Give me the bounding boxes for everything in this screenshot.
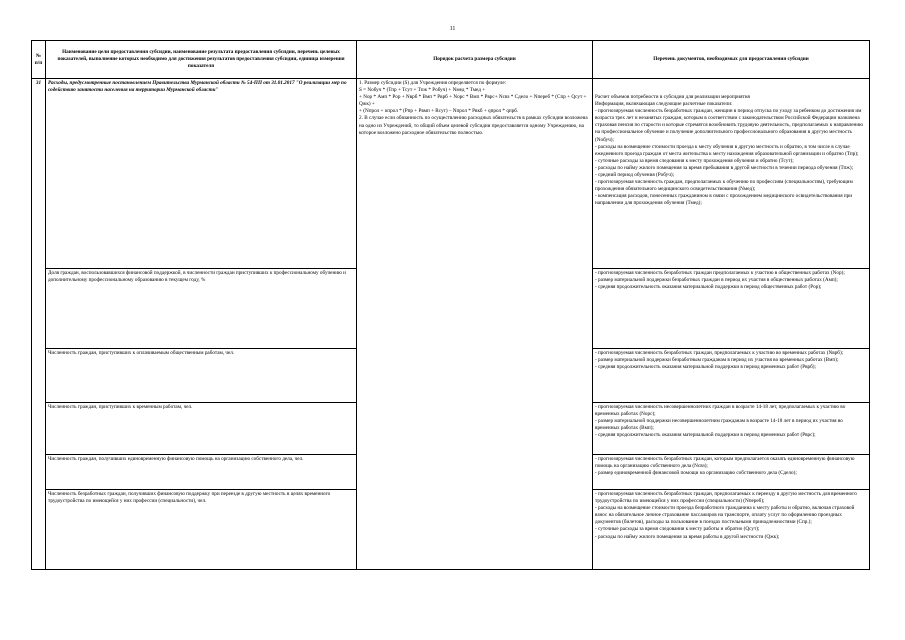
header-num: № п/п xyxy=(32,41,46,79)
calc-line: 2. В случае если обязанность по осуществлению расходных обязательств в рамках субсидии возложена на одно из Учреждений, то общий объем целевой субсидии предоставляется одному Учреждению, на которое возложено расходное обязательство полностью. xyxy=(359,115,588,136)
docs-line: Расчет объемов потребности в субсидии для реализации мероприятия xyxy=(595,94,750,100)
calc-line: + Nор * Aмп * Pор + Nврб * Bмп * Pврб + Nорс * Bмп * Pврс+ Nсвз * Cдело + Nпереб * (Cпр + Qсут + Qжк) + xyxy=(359,94,587,108)
docs-cell xyxy=(593,455,870,490)
docs-line: - расходы на возмещение стоимости проезда безработного гражданина к месту работы и обратно, включая страховой взнос на обязательное личное страхование пассажиров на транспорте, оплату услуг по оформлению проездных документов (билетов), расходы за пользование в поездах постельными принадлежностями (Cпр.); xyxy=(595,505,855,526)
goal-cell: Численность граждан, приступивших к временным работам, чел. xyxy=(46,403,357,455)
docs-line: - прогнозируемая численность безработных граждан предполагаемых к участию в общественных работах (Nор); xyxy=(595,270,845,276)
docs-line: - компенсация расходов, понесенных гражданином в связи с прохождением медицинского освидетельствования при направлении для прохождения обучения (Тмед); xyxy=(595,193,853,207)
docs-cell xyxy=(593,79,870,269)
page-number: 11 xyxy=(449,26,456,32)
header-docs: Перечень документов, необходимых для предоставления субсидии xyxy=(593,41,870,79)
header-calc: Порядок расчета размера субсидии xyxy=(357,41,593,79)
docs-line: - прогнозируемая численность граждан, предполагаемых к обучению по профессиям (специальностям), требующим прохождения обязательного медицинского освидетельствования (Nмед); xyxy=(595,179,853,193)
row-number: 31 xyxy=(32,79,46,570)
goal-cell: Расходы, предусмотренные постановлением Правительства Мурманской области № 54-ПП от 31.01.2017 "О реализации мер по содействию занятости населения на территории Мурманской области" xyxy=(46,79,357,269)
docs-cell xyxy=(593,349,870,403)
docs-line: - средняя продолжительность оказания материальной поддержки в период временных работ (Pврб); xyxy=(595,364,816,371)
docs-line: - расходы по найму жилого помещения за время пребывания в другой местности в течении периода обучения (Тпж); xyxy=(595,164,854,171)
calc-line: + (Nпрол + nпрол * (Pпр + Pвмп + Rсут) – Nпрол * Pвкб + qпрол * qпрб. xyxy=(359,108,519,115)
docs-line: - размер материальной поддержки безработных граждан в период их участия в общественных работах (Aмп); xyxy=(595,277,838,284)
docs-line: - средняя продолжительность оказания материальной поддержки в период временных работ (Pврс); xyxy=(595,432,816,439)
docs-line: - средний период обучения (Pобуч); xyxy=(595,172,675,179)
docs-cell xyxy=(593,403,870,455)
table-row xyxy=(32,79,870,269)
goal-cell: Доля граждан, воспользовавшихся финансовой поддержкой, в численности граждан приступивших к профессиональному обучению и дополнительному профессиональному образованию в текущем году, % xyxy=(46,269,357,349)
docs-line: - прогнозируемая численность безработных граждан, предполагаемых к переезду в другую местность для временного трудоустройства по имеющейся у них профессии (специальности) (Nпереб); xyxy=(595,491,857,505)
docs-line: - прогнозируемая численность безработных граждан, предполагаемых к участию во временных работах (Nврб); xyxy=(595,350,844,356)
docs-line: - прогнозируемая численность безработных граждан, женщин в период отпуска по уходу за ребенком до достижения им возраста трех лет и незанятых граждан, которым в соответствии с законодательством Российской Федерации назначена страховая пенсия по старости и которые стремятся возобновить трудовую деятельность, предполагаемых к направлению на профессиональное обучение и получение дополнительного профессионального образования в другую местность (Nобуч); xyxy=(595,108,863,143)
docs-line: - прогнозируемая численность безработных граждан, которым предполагается оказать единовременную финансовую помощь на организацию собственного дела (Nсвз); xyxy=(595,456,855,470)
goal-cell: Численность граждан, приступивших к оплачиваемым общественным работам, чел. xyxy=(46,349,357,403)
calc-line: S = Nобуч * (Тпр + Тсут + Тпж * Pобуч) + Nмед * Тмед + xyxy=(359,87,486,94)
docs-line: - расходы по найму жилого помещения за время работы в другой местности (Qжк); xyxy=(595,533,780,540)
subsidy-table xyxy=(31,40,870,570)
docs-line: - размер материальной поддержки безработным гражданам в период их участия во временных работах (Bмп); xyxy=(595,357,839,364)
docs-line: - суточные расходы за время следования к месту работы и обратно (Qсут); xyxy=(595,526,760,533)
calc-cell xyxy=(357,79,593,570)
table-header-row xyxy=(32,41,870,79)
docs-line: - суточные расходы за время следования к месту прохождения обучения и обратно (Тсут); xyxy=(595,157,794,164)
docs-line: Информация, включающая следующие расчетные показатели: xyxy=(595,101,733,108)
docs-line: - средняя продолжительность оказания материальной поддержки в период общественных работ (Pор); xyxy=(595,284,822,291)
header-goal: Наименование цели предоставления субсидии, наименование результата предоставления субсидии, перечень целевых показателей, выполнение которых необходимо для достижения результатов предоставления субсидии, единица измерения показателя xyxy=(46,41,357,79)
docs-line: - прогнозируемая численность несовершеннолетних граждан в возрасте 14-18 лет, предполагаемых к участию во временных работах (Nорс); xyxy=(595,404,846,418)
docs-cell xyxy=(593,490,870,570)
docs-cell xyxy=(593,269,870,349)
calc-line: 1. Размер субсидии (S) для Учреждения определяется по формуле: xyxy=(359,80,507,86)
docs-line: - размер материальной поддержки несовершеннолетним гражданам в возрасте 14-18 лет в период их участия во временных работах (Bмп); xyxy=(595,418,843,432)
goal-cell: Численность безработных граждан, получивших финансовую поддержку при переезде в другую местность в целях временного трудоустройства по имеющейся у них профессии (специальности), чел. xyxy=(46,490,357,570)
goal-cell: Численность граждан, получивших единовременную финансовую помощь на организацию собственного дела, чел. xyxy=(46,455,357,490)
docs-line: - размер единовременной финансовой помощи на организацию собственного дела (Cдело); xyxy=(595,470,797,477)
docs-line: - расходы на возмещение стоимости проезда к месту обучения в другую местность и обратно, в том числе в случае ежедневного проезда граждан от места жительства к месту нахождения образовательной организации и обратно (Тпр); xyxy=(595,143,859,157)
